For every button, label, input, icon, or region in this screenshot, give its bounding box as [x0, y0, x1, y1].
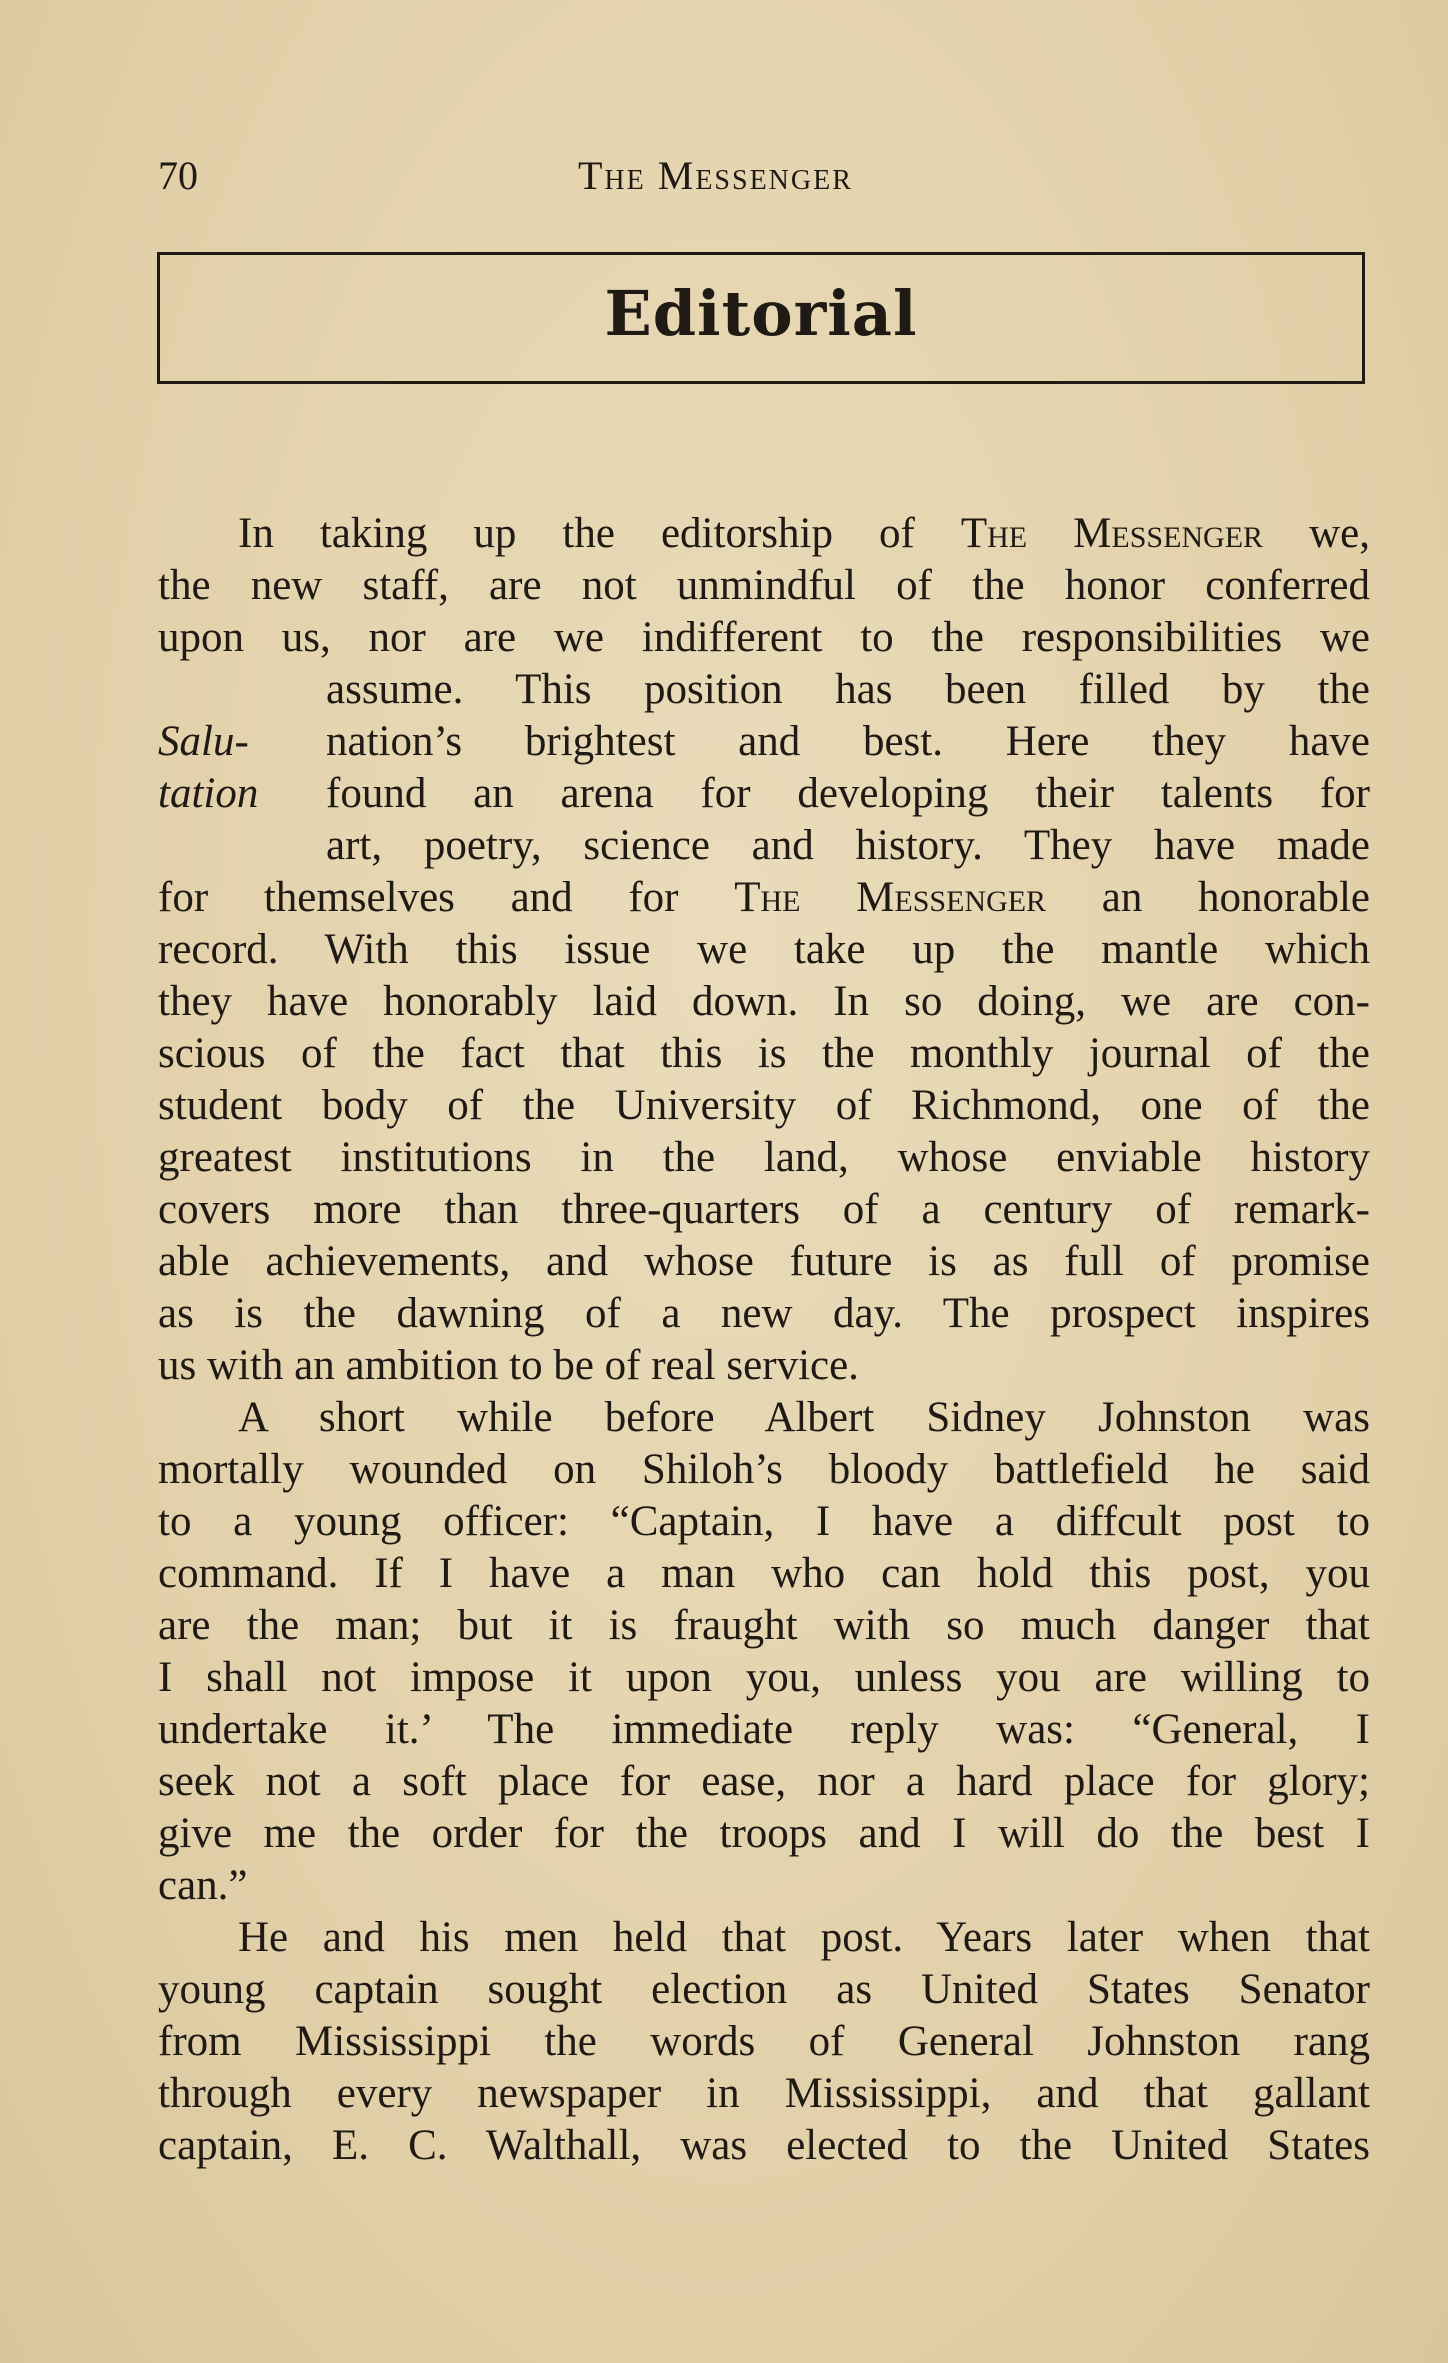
- text-line: [158, 1184, 1370, 1236]
- text-run: record. With this issue we take up the mantle which: [158, 926, 1370, 973]
- text-run: mortally wounded on Shiloh’s bloody battlefield he said: [158, 1446, 1370, 1493]
- text-run: He and his men held that post. Years later when that: [238, 1914, 1370, 1961]
- text-run: we,: [1263, 510, 1370, 557]
- text-run: nation’s brightest and best. Here they have: [326, 718, 1370, 765]
- text-run: the new staff, are not unmindful of the honor conferred: [158, 562, 1370, 609]
- text-run: from Mississippi the words of General Johnston rang: [158, 2018, 1370, 2065]
- text-run: upon us, nor are we indifferent to the responsibilities we: [158, 614, 1370, 661]
- text-line: [158, 1860, 1370, 1912]
- margin-note-row: [158, 820, 1370, 872]
- running-head: [158, 152, 1368, 212]
- text-line: [158, 768, 1370, 820]
- text-run: can.”: [158, 1862, 248, 1909]
- text-line: [158, 1028, 1370, 1080]
- text-run: for themselves and for: [158, 874, 735, 921]
- text-run: command. If I have a man who can hold this post, you: [158, 1550, 1370, 1597]
- text-line: [158, 1496, 1370, 1548]
- text-line: [158, 1236, 1370, 1288]
- margin-note-row: [158, 716, 1370, 768]
- journal-name-inline: The Messenger: [960, 510, 1264, 557]
- text-run: young captain sought election as United States Senator: [158, 1966, 1370, 2013]
- text-run: able achievements, and whose future is as full of promise: [158, 1238, 1370, 1285]
- text-run: art, poetry, science and history. They have made: [326, 822, 1370, 869]
- margin-note-row: [158, 664, 1370, 716]
- text-run: as is the dawning of a new day. The prospect inspires: [158, 1290, 1370, 1337]
- text-line: [158, 2016, 1370, 2068]
- text-line: [158, 664, 1370, 716]
- text-line: [158, 560, 1370, 612]
- page-number: 70: [158, 153, 198, 198]
- text-run: through every newspaper in Mississippi, and that gallant: [158, 2070, 1370, 2117]
- text-line: [158, 1444, 1370, 1496]
- text-line: [158, 612, 1370, 664]
- text-run: student body of the University of Richmond, one of the: [158, 1082, 1370, 1129]
- journal-title: The Messenger: [578, 153, 853, 198]
- text-run: captain, E. C. Walthall, was elected to the United States: [158, 2122, 1370, 2169]
- text-run: scious of the fact that this is the monthly journal of the: [158, 1030, 1370, 1077]
- text-line: [158, 1548, 1370, 1600]
- journal-name-inline: The Messenger: [734, 874, 1047, 921]
- text-line: [158, 2068, 1370, 2120]
- text-line: [158, 1808, 1370, 1860]
- section-heading-box: [157, 252, 1365, 384]
- text-run: undertake it.’ The immediate reply was: “General, I: [158, 1706, 1370, 1753]
- text-run: covers more than three-quarters of a century of remark-: [158, 1186, 1370, 1233]
- text-line: [158, 1600, 1370, 1652]
- text-run: A short while before Albert Sidney Johnston was: [238, 1394, 1370, 1441]
- text-line: [158, 2120, 1370, 2172]
- text-line: [158, 1132, 1370, 1184]
- text-line: [158, 1392, 1370, 1444]
- text-line: [158, 1912, 1370, 1964]
- text-run: found an arena for developing their talents for: [326, 770, 1370, 817]
- text-run: I shall not impose it upon you, unless you are willing to: [158, 1654, 1370, 1701]
- text-run: they have honorably laid down. In so doing, we are con-: [158, 978, 1370, 1025]
- text-line: [158, 1756, 1370, 1808]
- text-line: [158, 976, 1370, 1028]
- text-run: In taking up the editorship of: [238, 510, 961, 557]
- text-run: seek not a soft place for ease, nor a hard place for glory;: [158, 1758, 1370, 1805]
- text-run: greatest institutions in the land, whose enviable history: [158, 1134, 1370, 1181]
- margin-note: tation: [158, 770, 259, 817]
- text-run: assume. This position has been filled by the: [326, 666, 1370, 713]
- text-run: give me the order for the troops and I will do the best I: [158, 1810, 1370, 1857]
- margin-note-row: [158, 768, 1370, 820]
- text-line: [158, 1652, 1370, 1704]
- text-line: [158, 508, 1370, 560]
- text-line: [158, 1288, 1370, 1340]
- text-run: an honorable: [1046, 874, 1370, 921]
- text-line: [158, 716, 1370, 768]
- text-line: [158, 1964, 1370, 2016]
- margin-note: Salu-: [158, 718, 249, 765]
- text-line: [158, 924, 1370, 976]
- text-line: [158, 872, 1370, 924]
- text-run: to a young officer: “Captain, I have a diffcult post to: [158, 1498, 1370, 1545]
- text-line: [158, 1080, 1370, 1132]
- section-title: Editorial: [604, 277, 918, 350]
- text-line: [158, 1340, 1370, 1392]
- text-line: [158, 820, 1370, 872]
- editorial-body: [158, 508, 1370, 2172]
- text-run: are the man; but it is fraught with so much danger that: [158, 1602, 1370, 1649]
- text-run: us with an ambition to be of real service.: [158, 1342, 859, 1389]
- text-line: [158, 1704, 1370, 1756]
